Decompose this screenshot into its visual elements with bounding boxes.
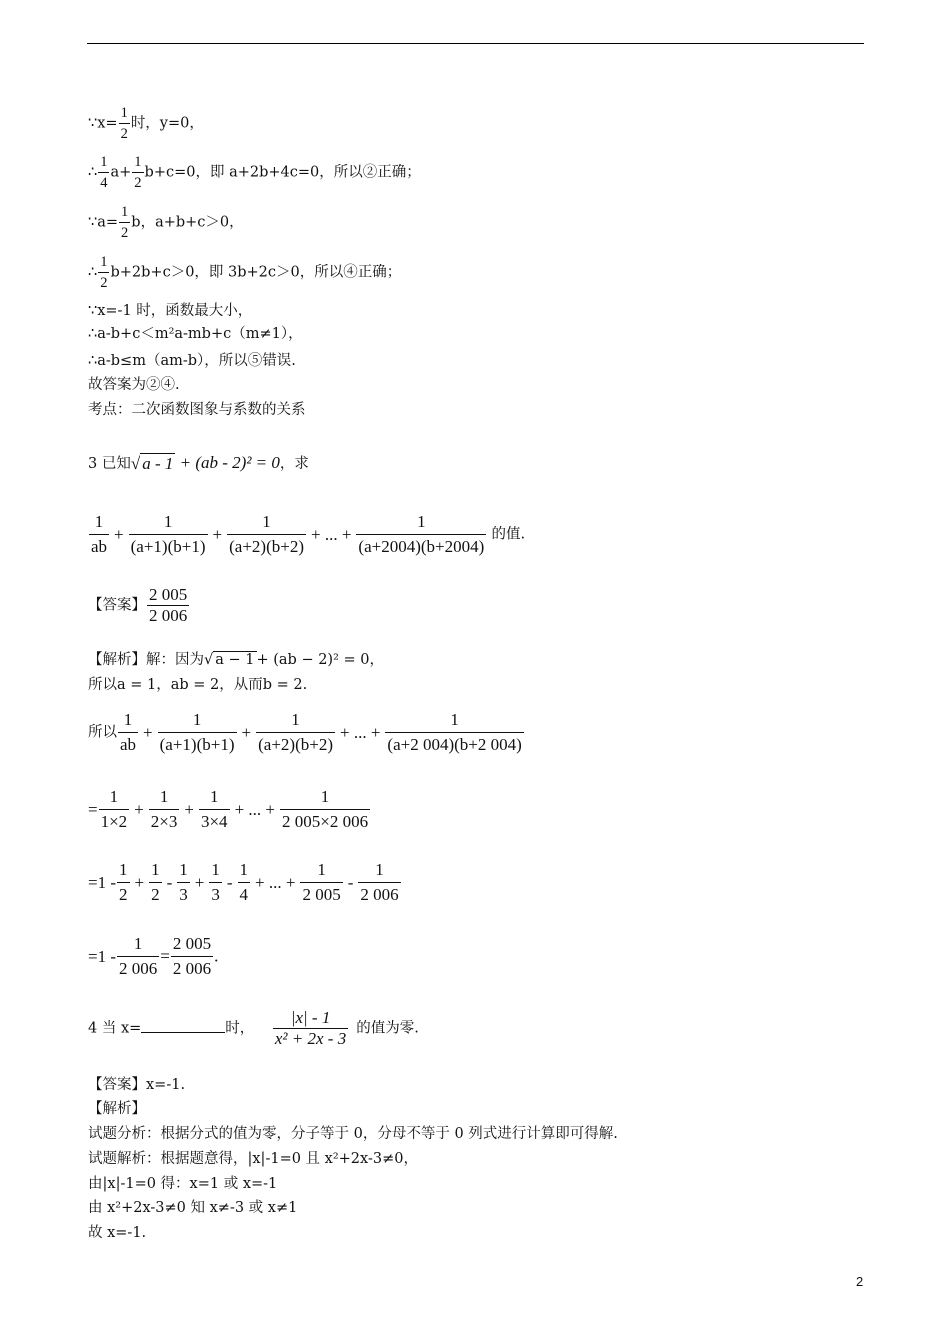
line-3b2c: ∴ $\frac{1}{2}$ b+2b+c＞0，即 3b+2c＞0，所以④正确； (88, 254, 402, 291)
line-x-half: ∵x= $\frac{1}{2}$ 时，y=0， (88, 105, 204, 142)
header-rule (87, 43, 864, 44)
text-line: ∴a-b≤m（am-b），所以⑤错误. (88, 353, 296, 369)
text-line: 故 x=-1. (88, 1225, 147, 1241)
text-line: 由 x²+2x-3≠0 知 x≠-3 或 x≠1 (88, 1200, 298, 1216)
solution-3-sum: 所以 $\frac{1}{ab}$ + $\frac{1}{(a+1)(b+1)}$ + $\frac{1}{(a+2)(b+2)}$ + ... + $\frac{1}{(a+2 004)(b+2 004)}$ (88, 710, 522, 754)
answer-4: 【答案】x=-1. (88, 1077, 186, 1093)
question-4: 4 当 x= 时， $\frac{|x| - 1}{\text{x² + 2x - 3}}$ 的值为零. (88, 1008, 419, 1048)
solution-3-result: =1 - $\frac{1}{2 006}$ = $\frac{2 005}{2 006}$ . (88, 934, 219, 978)
answer-blank (141, 1018, 225, 1033)
line-a-half-b: ∵a= $\frac{1}{2}$ b，a+b+c＞0， (88, 204, 244, 241)
text-line: ∵x=-1 时，函数最大小， (88, 303, 253, 319)
text-line: ∴a-b+c＜m²a-mb+c（m≠1）， (88, 326, 303, 342)
solution-3-step1: = $\frac{1}{1\times 2}$ + $\frac{1}{2\times 3}$ + $\frac{1}{3\times 4}$ + ... + $\frac{1}{2 005\times 2 006}$ (88, 787, 369, 831)
solution-3-intro: 【解析】解：因为√ a − 1 + (ab − 2)² = 0， (88, 652, 384, 668)
text-line: 由|x|-1=0 得：x=1 或 x=-1 (88, 1176, 278, 1192)
text-line: 试题分析：根据分式的值为零，分子等于 0，分母不等于 0 列式进行计算即可得解. (88, 1126, 618, 1142)
text-line: 故答案为②④. (88, 377, 180, 393)
answer-3: 【答案】 $\frac{2 005}{2 006}$ (88, 585, 188, 625)
text-line: 试题解析：根据题意得，|x|-1=0 且 x²+2x-3≠0， (88, 1151, 418, 1167)
question-3-expression: $\frac{1}{ab}$ + $\frac{1}{(a+1)(b+1)}$ + $\frac{1}{(a+2)(b+2)}$ + ... + $\frac{1}{(a+2004)(b+2004)}$ 的值. (91, 512, 526, 556)
solution-3-values: 所以a = 1，ab = 2，从而b = 2. (88, 677, 308, 693)
page-number: 2 (856, 1274, 864, 1289)
question-3: 3 已知√ a - 1 + (ab - 2)² = 0，求 (88, 453, 309, 474)
line-quarter-a: ∴ $\frac{1}{4}$ a+ $\frac{1}{2}$ b+c=0，即 a+2b+4c=0，所以②正确； (88, 154, 421, 191)
text-line: 考点：二次函数图象与系数的关系 (88, 402, 306, 418)
solution-3-step2: =1 - $\frac{1}{2}$ + $\frac{1}{2}$ - $\frac{1}{3}$ + $\frac{1}{3}$ - $\frac{1}{4}$ + ... + $\frac{1}{2 005}$ - $\frac{1}{2 006}$ (88, 860, 399, 904)
analysis-4-label: 【解析】 (88, 1101, 146, 1117)
